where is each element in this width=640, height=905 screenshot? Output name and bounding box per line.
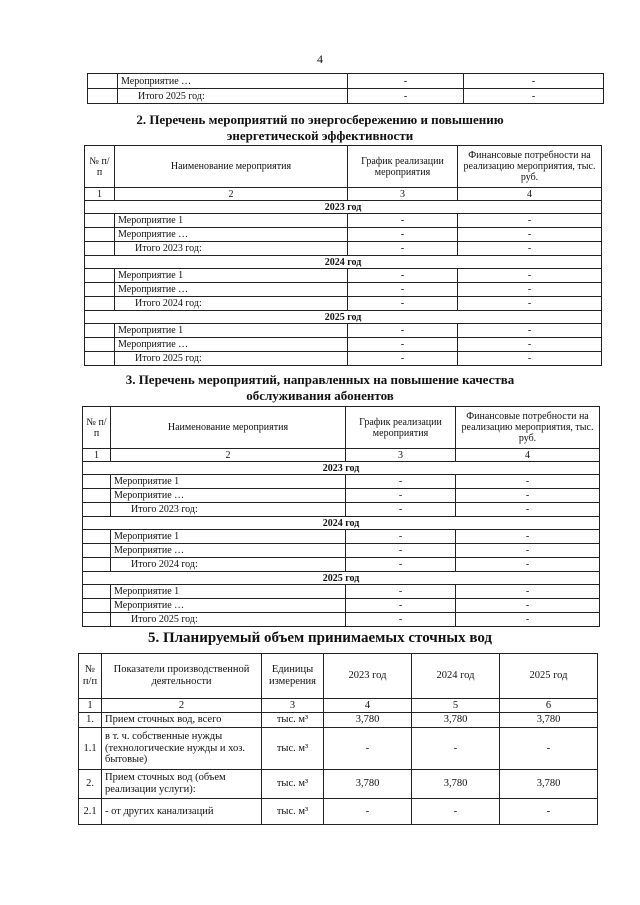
table-row: Итого 2023 год: - - (83, 503, 600, 517)
table-row: 1. Прием сточных вод, всего тыс. м³ 3,780 3,780 3,780 (79, 713, 598, 728)
year-row: 2024 год (85, 256, 602, 269)
section5-heading: 5. Планируемый объем принимаемых сточных вод (147, 630, 493, 646)
table-row: Мероприятие 1 - - (85, 269, 602, 283)
table-row: Итого 2025 год: - - (85, 352, 602, 366)
top-table (87, 73, 604, 104)
header-row: № п/п Показатели производственной деятельности Единицы измерения 2023 год 2024 год 2025 год (79, 654, 598, 699)
section3-heading: 3. Перечень мероприятий, направленных на повышение качества обслуживания абонентов (125, 372, 515, 403)
table-row: Мероприятие … - - (85, 283, 602, 297)
table-row: Мероприятие … - - (83, 544, 600, 558)
table-row: Мероприятие 1 - - (85, 324, 602, 338)
page-number: 4 (317, 52, 323, 66)
table-row: Итого 2024 год: - - (83, 558, 600, 572)
event-name: Мероприятие … (118, 74, 348, 89)
table-row: Мероприятие … - - (85, 338, 602, 352)
header-row: № п/п Наименование мероприятия График реализации мероприятия Финансовые потребности на реализацию мероприятия, тыс. руб. (83, 407, 600, 449)
table-row: Итого 2023 год: - - (85, 242, 602, 256)
table-row: Мероприятие … - - (88, 74, 604, 89)
table-row: Итого 2025 год: - - (83, 613, 600, 627)
table-row: Мероприятие 1 - - (83, 475, 600, 489)
section5-table (78, 653, 598, 825)
table-row: Итого 2025 год: - - (88, 89, 604, 104)
header-row: № п/п Наименование мероприятия График реализации мероприятия Финансовые потребности на реализацию мероприятия, тыс. руб. (85, 146, 602, 188)
table-row: Мероприятие … - - (83, 489, 600, 503)
section3-table (82, 406, 600, 627)
column-numbers-row: 1 2 3 4 5 6 (79, 699, 598, 713)
table-row: 1.1 в т. ч. собственные нужды (технологические нужды и хоз. бытовые) тыс. м³ - - - (79, 728, 598, 770)
column-numbers-row: 1 2 3 4 (85, 188, 602, 201)
table-row: 2. Прием сточных вод (объем реализации услуги): тыс. м³ 3,780 3,780 3,780 (79, 770, 598, 799)
section2-table (84, 145, 602, 366)
table-row: Мероприятие 1 - - (83, 530, 600, 544)
table-row: 2.1 - от других канализаций тыс. м³ - - - (79, 799, 598, 825)
table-row: Мероприятие … - - (85, 228, 602, 242)
table-row: Мероприятие … - - (83, 599, 600, 613)
table-row: Мероприятие 1 - - (83, 585, 600, 599)
year-row: 2025 год (83, 572, 600, 585)
table-row: Мероприятие 1 - - (85, 214, 602, 228)
section2-heading: 2. Перечень мероприятий по энергосбережению и повышению энергетической эффективности (136, 112, 504, 143)
year-row: 2023 год (83, 462, 600, 475)
year-row: 2024 год (83, 517, 600, 530)
column-numbers-row: 1 2 3 4 (83, 449, 600, 462)
total-label: Итого 2025 год: (118, 89, 348, 104)
year-row: 2025 год (85, 311, 602, 324)
table-row: Итого 2024 год: - - (85, 297, 602, 311)
year-row: 2023 год (85, 201, 602, 214)
